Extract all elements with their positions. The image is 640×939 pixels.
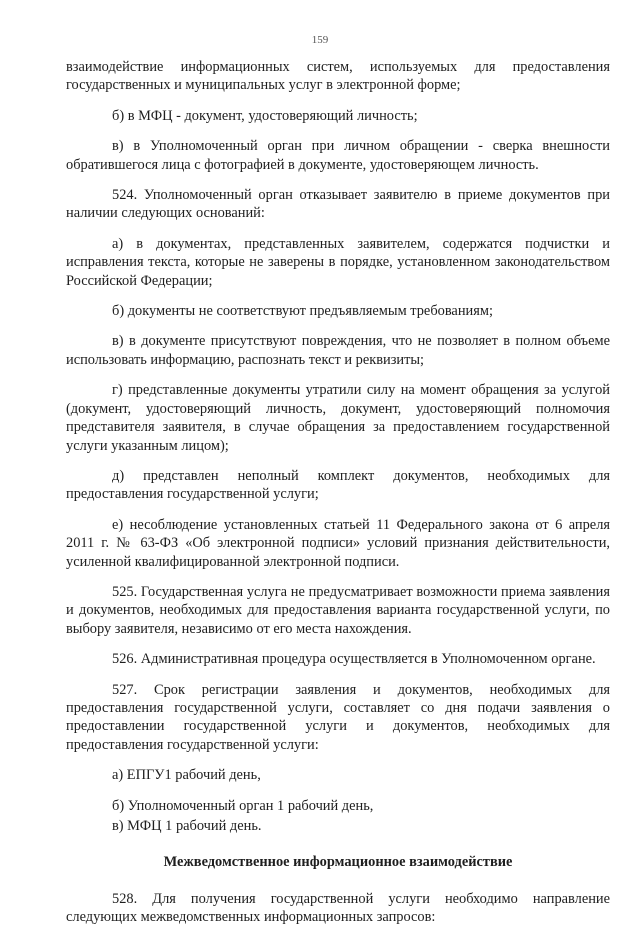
- paragraph-527-a: а) ЕПГУ1 рабочий день,: [112, 767, 261, 784]
- paragraph-527-v: в) МФЦ 1 рабочий день.: [112, 818, 262, 834]
- paragraph-528: 528. Для получения государственной услуги необходимо направление следующих межведомственных информационных запросов:: [66, 890, 610, 926]
- paragraph-continuation: взаимодействие информационных систем, используемых для предоставления государственных и муниципальных услуг в электронной форме;: [66, 59, 610, 94]
- document-body: [66, 58, 610, 939]
- paragraph-item-b-mfc: б) в МФЦ - документ, удостоверяющий личность;: [112, 107, 418, 124]
- paragraph-524-g: г) представленные документы утратили силу на момент обращения за услугой (документ, удостоверяющий личность, документ, удостоверяющий полномочия представителя заявителя, в случае обращения за предоставлением государственной услуги указанным лицом);: [66, 382, 610, 454]
- paragraph-524-v: в) в документе присутствуют повреждения, что не позволяет в полном объеме использовать информацию, распознать текст и реквизиты;: [66, 333, 610, 368]
- paragraph-527-b: б) Уполномоченный орган 1 рабочий день,: [112, 797, 374, 814]
- page-number: 159: [311, 34, 329, 46]
- section-heading: Межведомственное информационное взаимодействие: [163, 854, 513, 871]
- paragraph-524-b: б) документы не соответствуют предъявляемым требованиям;: [112, 303, 493, 320]
- paragraph-524-d: д) представлен неполный комплект документов, необходимых для предоставления государственной услуги;: [66, 467, 610, 503]
- paragraph-524: 524. Уполномоченный орган отказывает заявителю в приеме документов при наличии следующих оснований:: [66, 187, 610, 222]
- paragraph-527: 527. Срок регистрации заявления и документов, необходимых для предоставления государственной услуги, составляет со дня подачи заявления о предоставлении государственной услуги и документов, необходимых для предоставления государственной услуги:: [66, 681, 610, 753]
- paragraph-526: 526. Административная процедура осуществляется в Уполномоченном органе.: [112, 651, 596, 668]
- paragraph-525: 525. Государственная услуга не предусматривает возможности приема заявления и документов, необходимых для предоставления варианта государственной услуги, по выбору заявителя, независимо от его места нахождения.: [66, 583, 610, 637]
- paragraph-item-v-authority: в) в Уполномоченный орган при личном обращении - сверка внешности обратившегося лица с фотографией в документе, удостоверяющем личность.: [66, 138, 610, 173]
- paragraph-524-e: е) несоблюдение установленных статьей 11 Федерального закона от 6 апреля 2011 г. № 63-ФЗ «Об электронной подписи» условий признания действительности, усиленной квалифицированной электронной подписи.: [66, 516, 610, 570]
- paragraph-524-a: а) в документах, представленных заявителем, содержатся подчистки и исправления текста, которые не заверены в порядке, установленном законодательством Российской Федерации;: [66, 235, 610, 289]
